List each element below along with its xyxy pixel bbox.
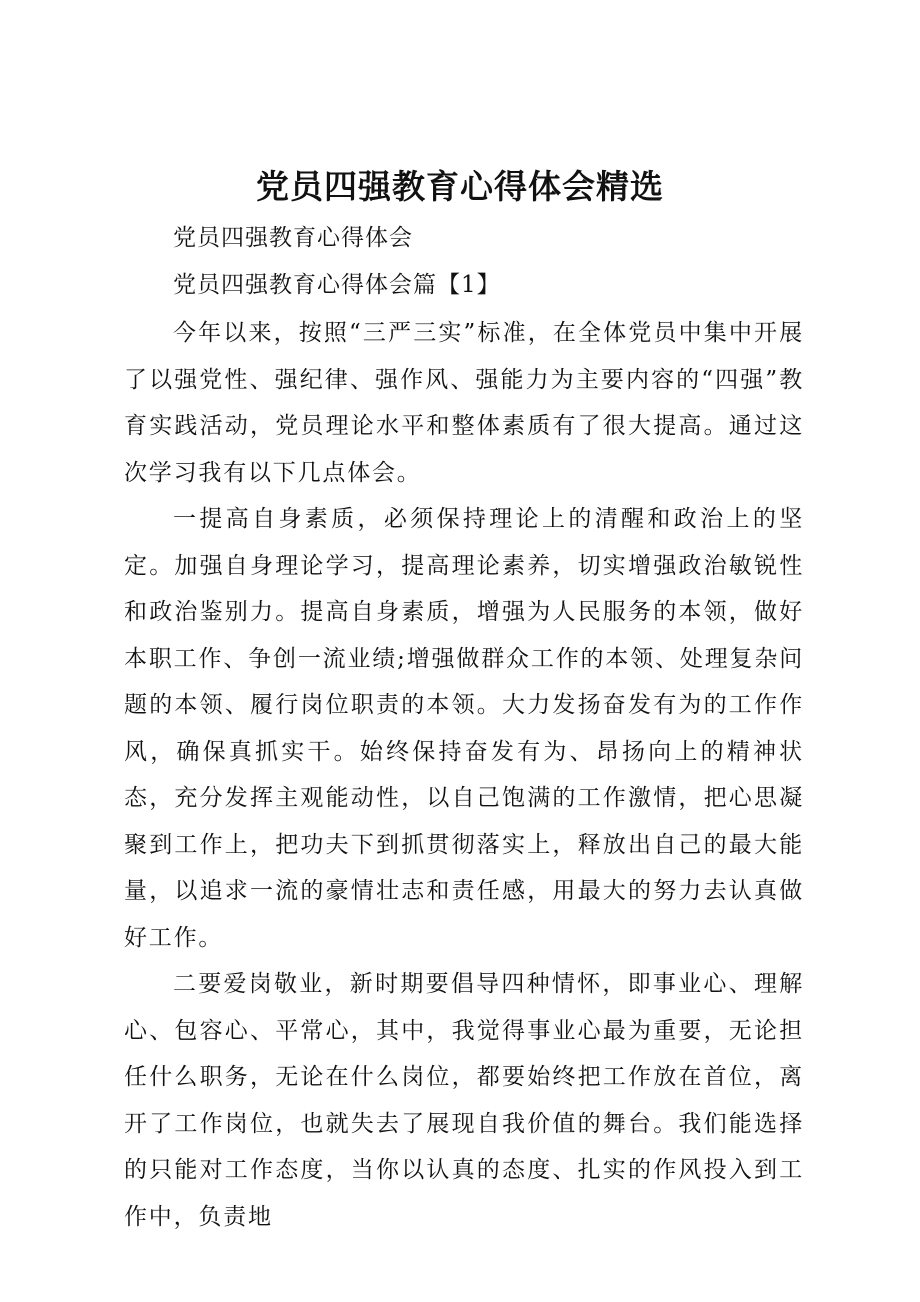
paragraph-3: 二要爱岗敬业，新时期要倡导四种情怀，即事业心、理解心、包容心、平常心，其中，我觉得事业心最为重要，无论担任什么职务，无论在什么岗位，都要始终把工作放在首位，离开了工作岗位，也就失去了展现自我价值的舞台。我们能选择的只能对工作态度，当你以认真的态度、扎实的作风投入到工作中，负责地 bbox=[124, 971, 804, 1230]
paragraph-2: 一提高自身素质，必须保持理论上的清醒和政治上的坚定。加强自身理论学习，提高理论素养，切实增强政治敏锐性和政治鉴别力。提高自身素质，增强为人民服务的本领，做好本职工作、争创一流业绩;增强做群众工作的本领、处理复杂问题的本领、履行岗位职责的本领。大力发扬奋发有为的工作作风，确保真抓实干。始终保持奋发有为、昂扬向上的精神状态，充分发挥主观能动性，以自己饱满的工作激情，把心思凝聚到工作上，把功夫下到抓贯彻落实上，释放出自己的最大能量，以追求一流的豪情壮志和责任感，用最大的努力去认真做好工作。 bbox=[124, 506, 804, 951]
document-subtitle: 党员四强教育心得体会 bbox=[173, 225, 413, 251]
document-body bbox=[124, 310, 804, 1240]
document-title: 党员四强教育心得体会精选 bbox=[256, 167, 664, 206]
paragraph-1: 今年以来，按照“三严三实”标准，在全体党员中集中开展了以强党性、强纪律、强作风、强能力为主要内容的“四强”教育实践活动，党员理论水平和整体素质有了很大提高。通过这次学习我有以下几点体会。 bbox=[124, 320, 804, 486]
section-heading: 党员四强教育心得体会篇【1】 bbox=[173, 272, 501, 298]
